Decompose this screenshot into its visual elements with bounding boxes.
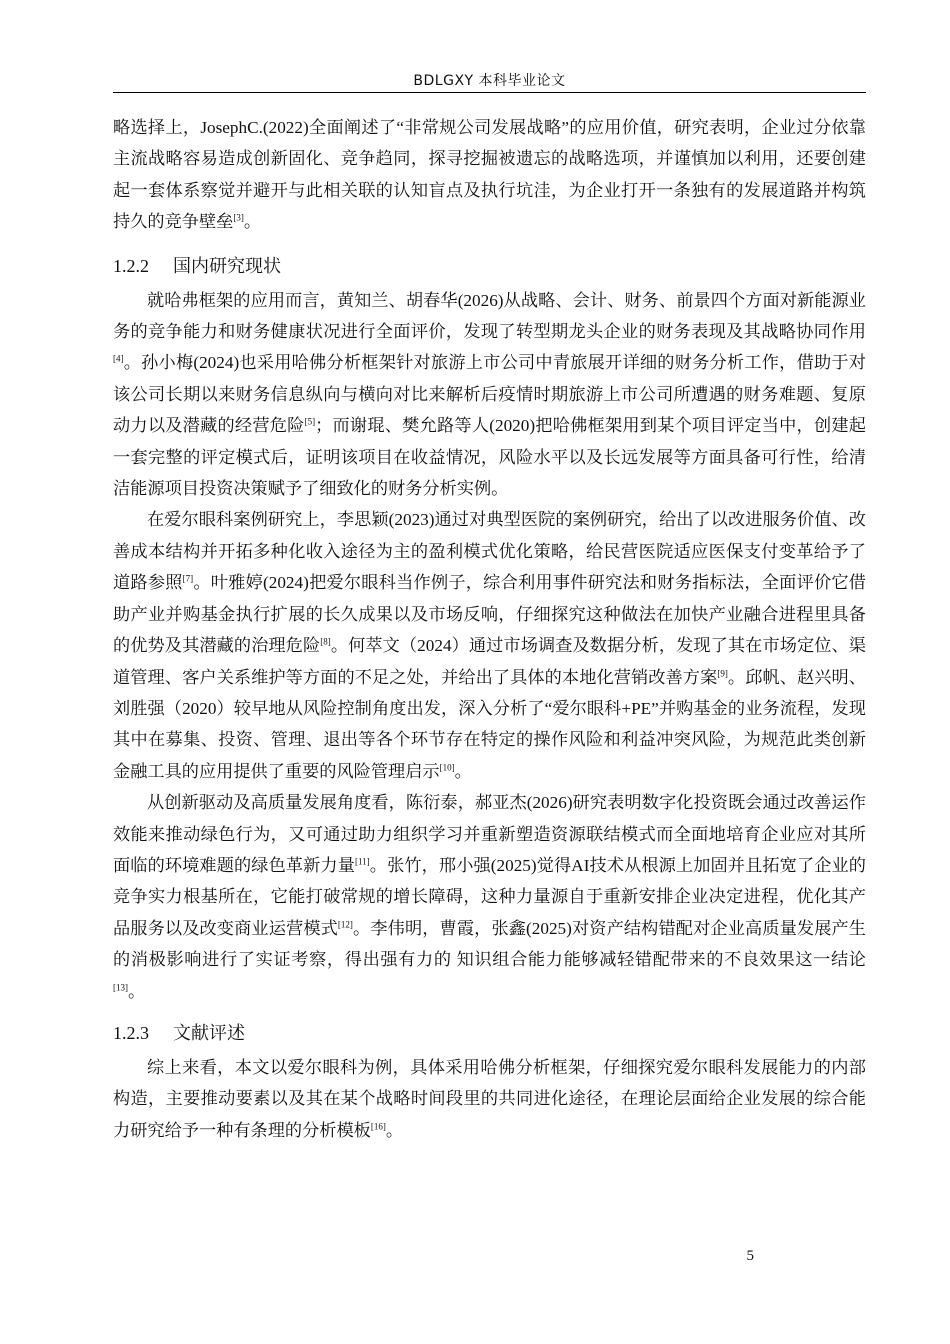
citation: [4] — [113, 353, 124, 364]
section-title: 国内研究现状 — [173, 255, 281, 277]
citation: [5] — [304, 416, 316, 427]
text-run: 。何萃文（2024）通过市场调查及数据分析，发现了其在市场定位、渠道管理、客户关系维护等方面的不足之处，并给出了具体的本地化营销改善方案 — [113, 636, 866, 687]
text-run: 在爱尔眼科案例研究上，李思颖(2023)通过对典型医院的案例研究，给出了以改进服务价值、改善成本结构并开拓多种化收入途径为主的盈利模式优化策略，给民营医院适应医保支付变革给予了道路参照 — [113, 510, 866, 593]
paragraph — [113, 112, 866, 238]
text-run: 。孙小梅(2024)也采用哈佛分析框架针对旅游上市公司中青旅展开详细的财务分析工作，借助于对该公司长期以来财务信息纵向与横向对比来解析后疫情时期旅游上市公司所遭遇的财务难题、复原动力以及潜藏的经营危险 — [113, 353, 866, 436]
section-heading — [113, 252, 866, 281]
citation: [10] — [439, 761, 455, 772]
citation: [13] — [113, 981, 128, 992]
text-run: 。叶雅婷(2024)把爱尔眼科当作例子，综合利用事件研究法和财务指标法，全面评价它借助产业并购基金执行扩展的长久成果以及市场反响，仔细探究这种做法在加快产业融合进程里具备的优势及其潜藏的治理危险 — [113, 573, 866, 656]
text-run: 略选择上，JosephC.(2022)全面阐述了“非常规公司发展战略”的应用价值，研究表明，企业过分依靠主流战略容易造成创新固化、竞争趋同，探寻挖掘被遗忘的战略选项，并谨慎加以利用，还要创建起一套体系察觉并避开与此相关联的认知盲点及执行坑洼，为企业打开一条独有的发展道路并构筑持久的竞争壁垒 — [113, 118, 866, 232]
text-run: 。 — [128, 981, 146, 1001]
citation: [7] — [182, 573, 194, 584]
paragraph — [113, 787, 866, 1007]
citation: [11] — [355, 856, 370, 867]
paragraph — [113, 1052, 866, 1146]
text-run: 。 — [243, 212, 262, 232]
text-run: ；而谢琨、樊允路等人(2020)把哈佛框架用到某个项目评定当中，创建起一套完整的评定模式后，证明该项目在收益情况，风险水平以及长远发展等方面具备可行性，给清洁能源项目投资决策赋予了细致化的财务分析实例。 — [113, 416, 866, 499]
citation: [16] — [370, 1121, 386, 1132]
section-title: 文献评述 — [173, 1022, 245, 1044]
text-run: 。李伟明，曹霞，张鑫(2025)对资产结构错配对企业高质量发展产生的消极影响进行了实证考察，得出强有力的 知识组合能力能够减轻错配带来的不良效果这一结论 — [113, 918, 866, 970]
text-run: 从创新驱动及高质量发展角度看，陈衍泰，郝亚杰(2026)研究表明数字化投资既会通过改善运作效能来推动绿色行为，又可通过助力组织学习并重新塑造资源联结模式而全面地培育企业应对其所面临的环境难题的绿色革新力量 — [113, 793, 866, 875]
text-run: 综上来看，本文以爱尔眼科为例，具体采用哈佛分析框架，仔细探究爱尔眼科发展能力的内部构造，主要推动要素以及其在某个战略时间段里的共同进化途径，在理论层面给企业发展的综合能力研究给予一种有条理的分析模板 — [113, 1057, 866, 1140]
citation: [3] — [233, 212, 244, 223]
section-number: 1.2.2 — [113, 255, 149, 276]
text-run: 。张竹，邢小强(2025)觉得AI技术从根源上加固并且拓宽了企业的竞争实力根基所在，它能打破常规的增长障碍，这种力量源自于重新安排企业决定进程，优化其产品服务以及改变商业运营模式 — [113, 855, 866, 938]
page-number: 5 — [746, 1248, 754, 1264]
running-header: BDLGXY 本科毕业论文 — [413, 73, 566, 89]
header-rule — [113, 92, 866, 93]
citation: [8] — [320, 636, 331, 647]
section-number: 1.2.3 — [113, 1022, 149, 1043]
body-text — [113, 112, 866, 1146]
text-run: 就哈弗框架的应用而言，黄知兰、胡春华(2026)从战略、会计、财务、前景四个方面对新能源业务的竞争能力和财务健康状况进行全面评价，发现了转型期龙头企业的财务表现及其战略协同作用 — [113, 290, 866, 342]
text-run: 。 — [454, 761, 472, 781]
section-heading — [113, 1019, 866, 1048]
citation: [9] — [717, 667, 728, 678]
paragraph — [113, 285, 866, 505]
text-run: 。邱帆、赵兴明、刘胜强（2020）较早地从风险控制角度出发，深入分析了“爱尔眼科+PE”并购基金的业务流程，发现其中在募集、投资、管理、退出等各个环节存在特定的操作风险和利益冲突风险，为规范此类创新金融工具的应用提供了重要的风险管理启示 — [113, 667, 866, 781]
text-run: 。 — [385, 1120, 404, 1140]
citation: [12] — [337, 919, 353, 930]
paragraph — [113, 504, 866, 787]
